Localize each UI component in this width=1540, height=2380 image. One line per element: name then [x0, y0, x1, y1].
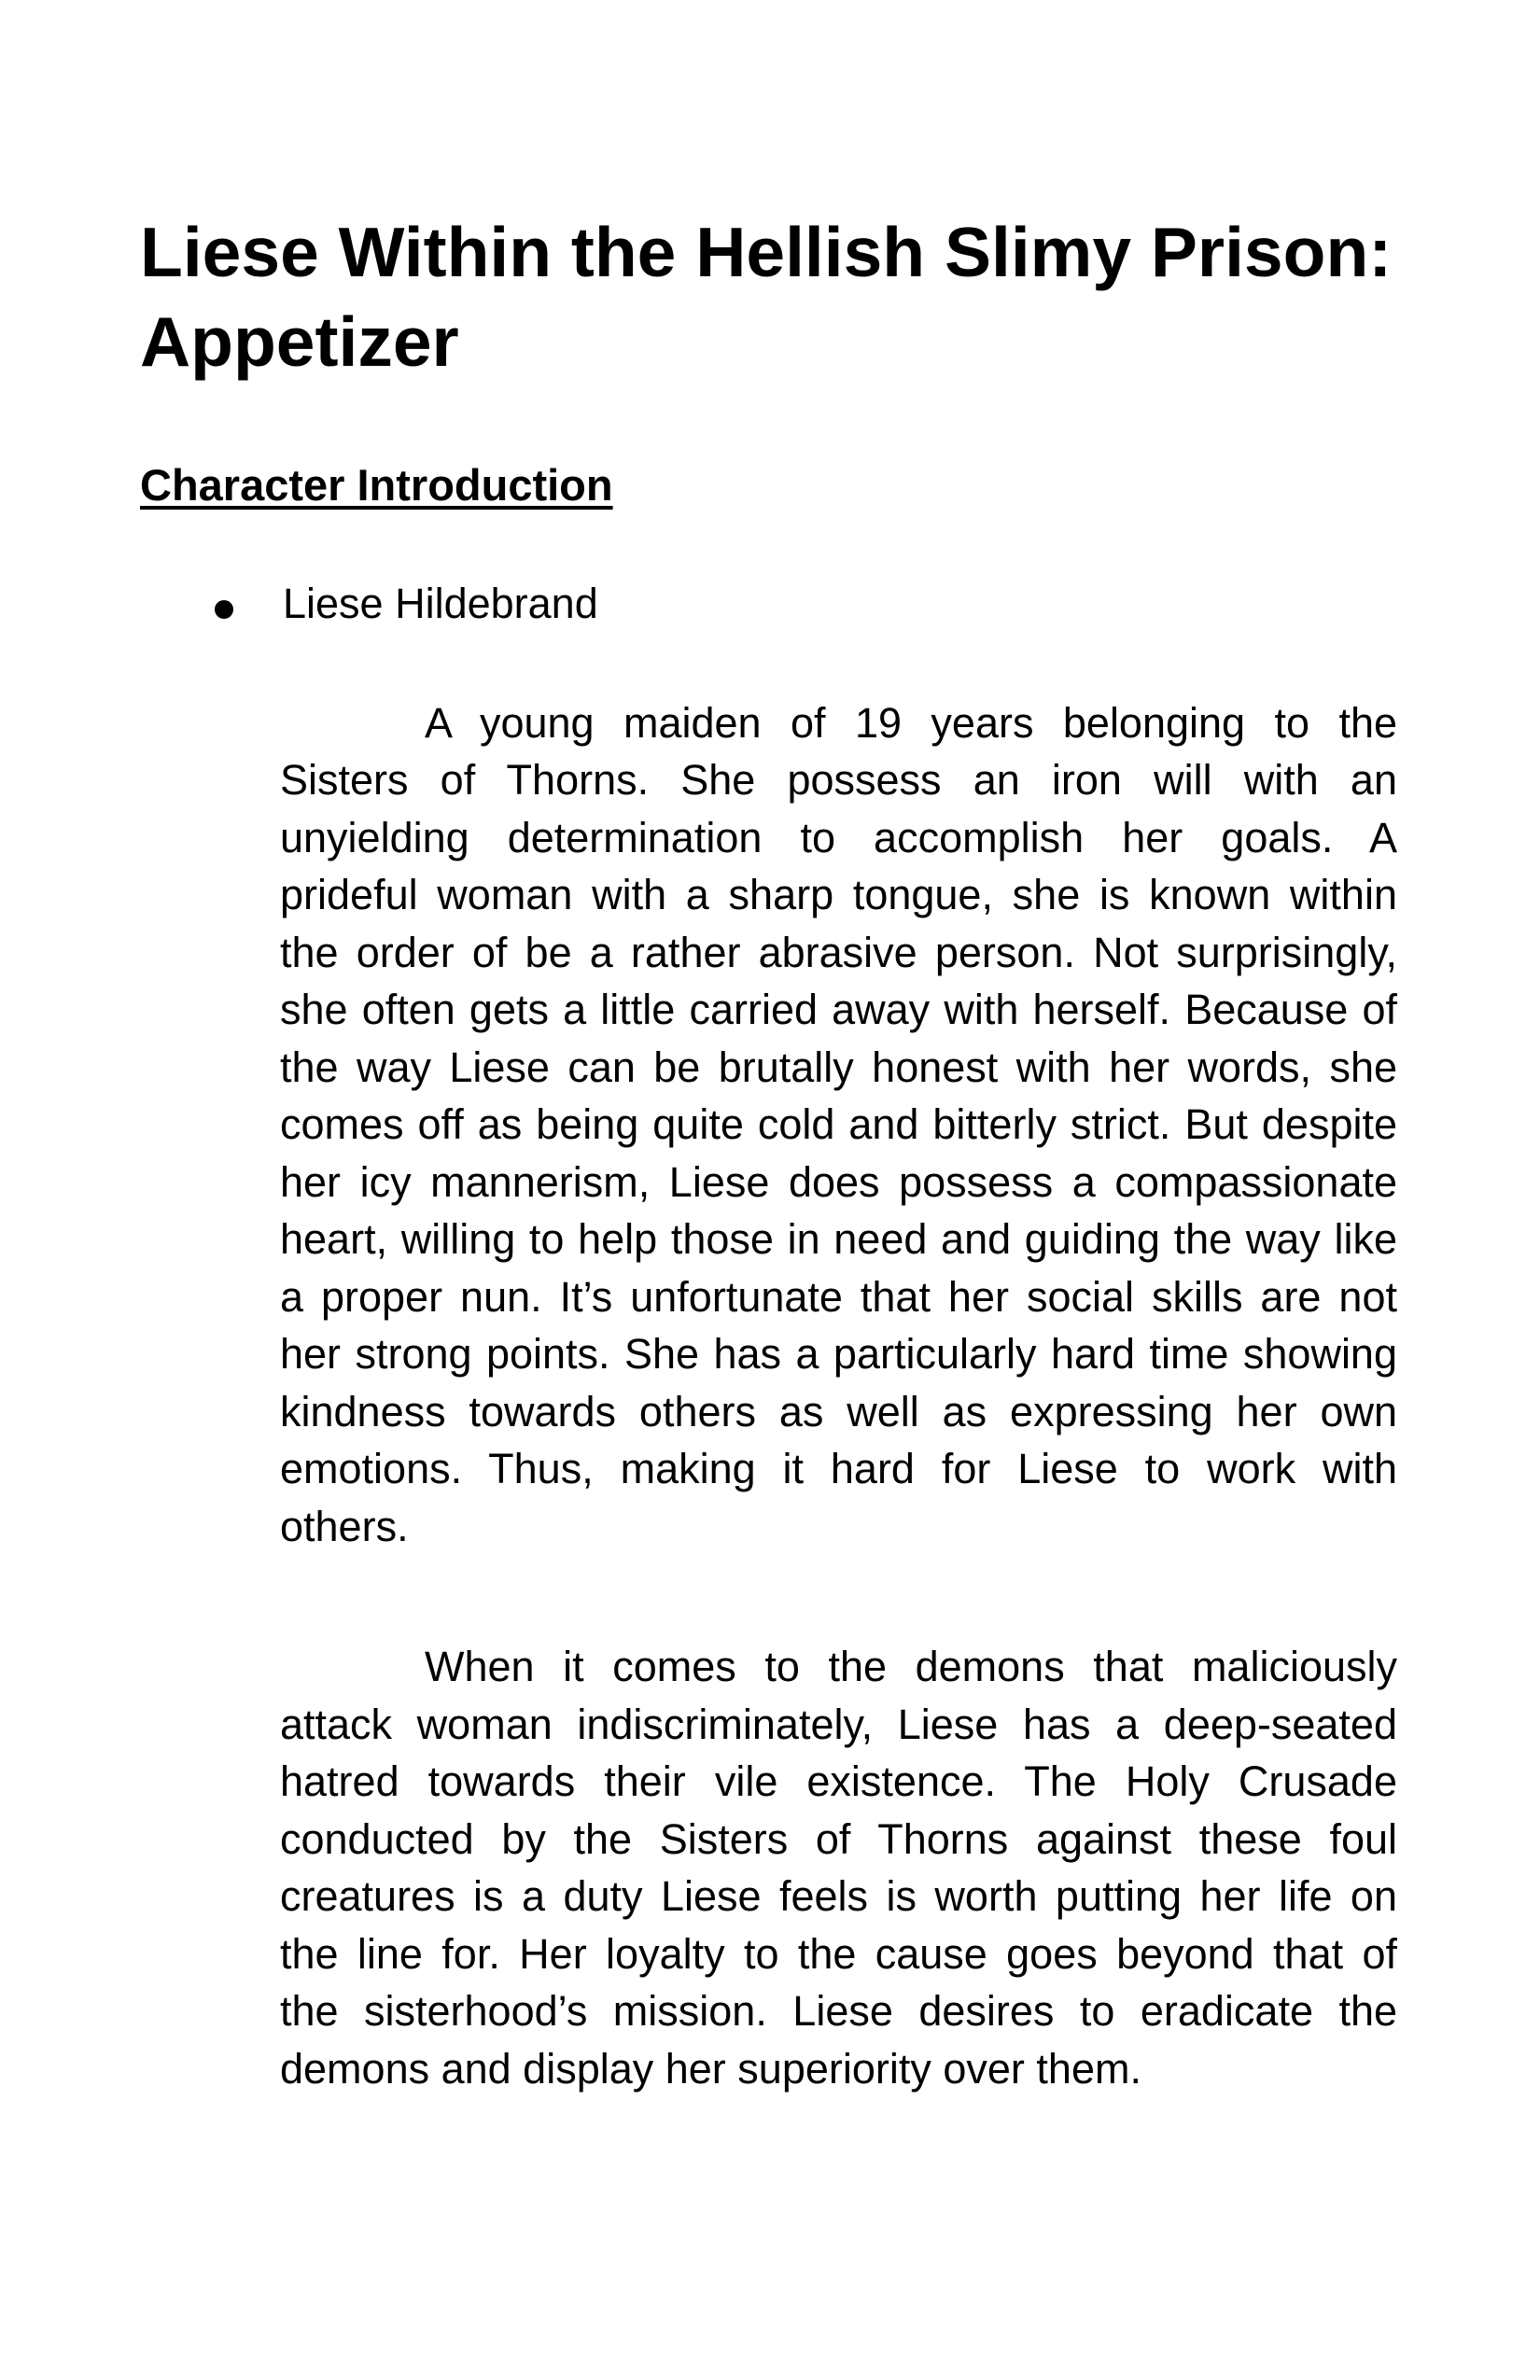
text-line: emotions. Thus, making it hard for Liese to work with — [280, 1445, 1397, 1492]
text-line: unyielding determination to accomplish her goals. A — [280, 813, 1397, 861]
bullet-icon — [215, 600, 233, 619]
text-line: Sisters of Thorns. She possess an iron will with an — [280, 756, 1397, 804]
text-line: the way Liese can be brutally honest with her words, she — [280, 1043, 1397, 1091]
text-line: prideful woman with a sharp tongue, she is known within — [280, 871, 1397, 918]
text-line: kindness towards others as well as expressing her own — [280, 1387, 1397, 1435]
text-line: conducted by the Sisters of Thorns against these foul — [280, 1814, 1397, 1863]
text-line: she often gets a little carried away with herself. Because of — [280, 986, 1397, 1033]
text-line: attack woman indiscriminately, Liese has a deep-seated — [280, 1700, 1397, 1748]
text-line: a proper nun. It’s unfortunate that her social skills are not — [280, 1272, 1397, 1321]
text-line: her icy mannerism, Liese does possess a compassionate — [280, 1157, 1397, 1206]
text-line: the sisterhood’s mission. Liese desires to eradicate the — [280, 1987, 1397, 2035]
text-line: the order of be a rather abrasive person. Not surprisingly, — [280, 928, 1397, 976]
text-line: creatures is a duty Liese feels is worth putting her life on — [280, 1872, 1397, 1920]
bullet-item-label: Liese Hildebrand — [283, 580, 598, 627]
text-line: her strong points. She has a particularly hard time showing — [280, 1330, 1397, 1378]
document-title — [140, 207, 1400, 386]
bullet-list-item — [140, 575, 1400, 633]
text-line: heart, willing to help those in need and guiding the way like — [280, 1215, 1397, 1263]
text-line: hatred towards their vile existence. The Holy Crusade — [280, 1757, 1397, 1805]
document-title-line-2: Appetizer — [140, 302, 459, 381]
text-line: others. — [280, 1502, 409, 1550]
section-heading: Character Introduction — [140, 460, 613, 510]
text-line: demons and display her superiority over them. — [280, 2044, 1141, 2093]
text-line: A young maiden of 19 years belonging to the — [425, 698, 1397, 747]
text-line: comes off as being quite cold and bitterly strict. But despite — [280, 1100, 1397, 1148]
document-title-line-1: Liese Within the Hellish Slimy Prison: — [140, 213, 1393, 291]
text-line: When it comes to the demons that maliciously — [425, 1643, 1397, 1690]
paragraph-character-description — [280, 694, 1397, 1556]
paragraph-demon-hatred — [280, 1638, 1397, 2097]
text-line: the line for. Her loyalty to the cause goes beyond that of — [280, 1929, 1397, 1978]
